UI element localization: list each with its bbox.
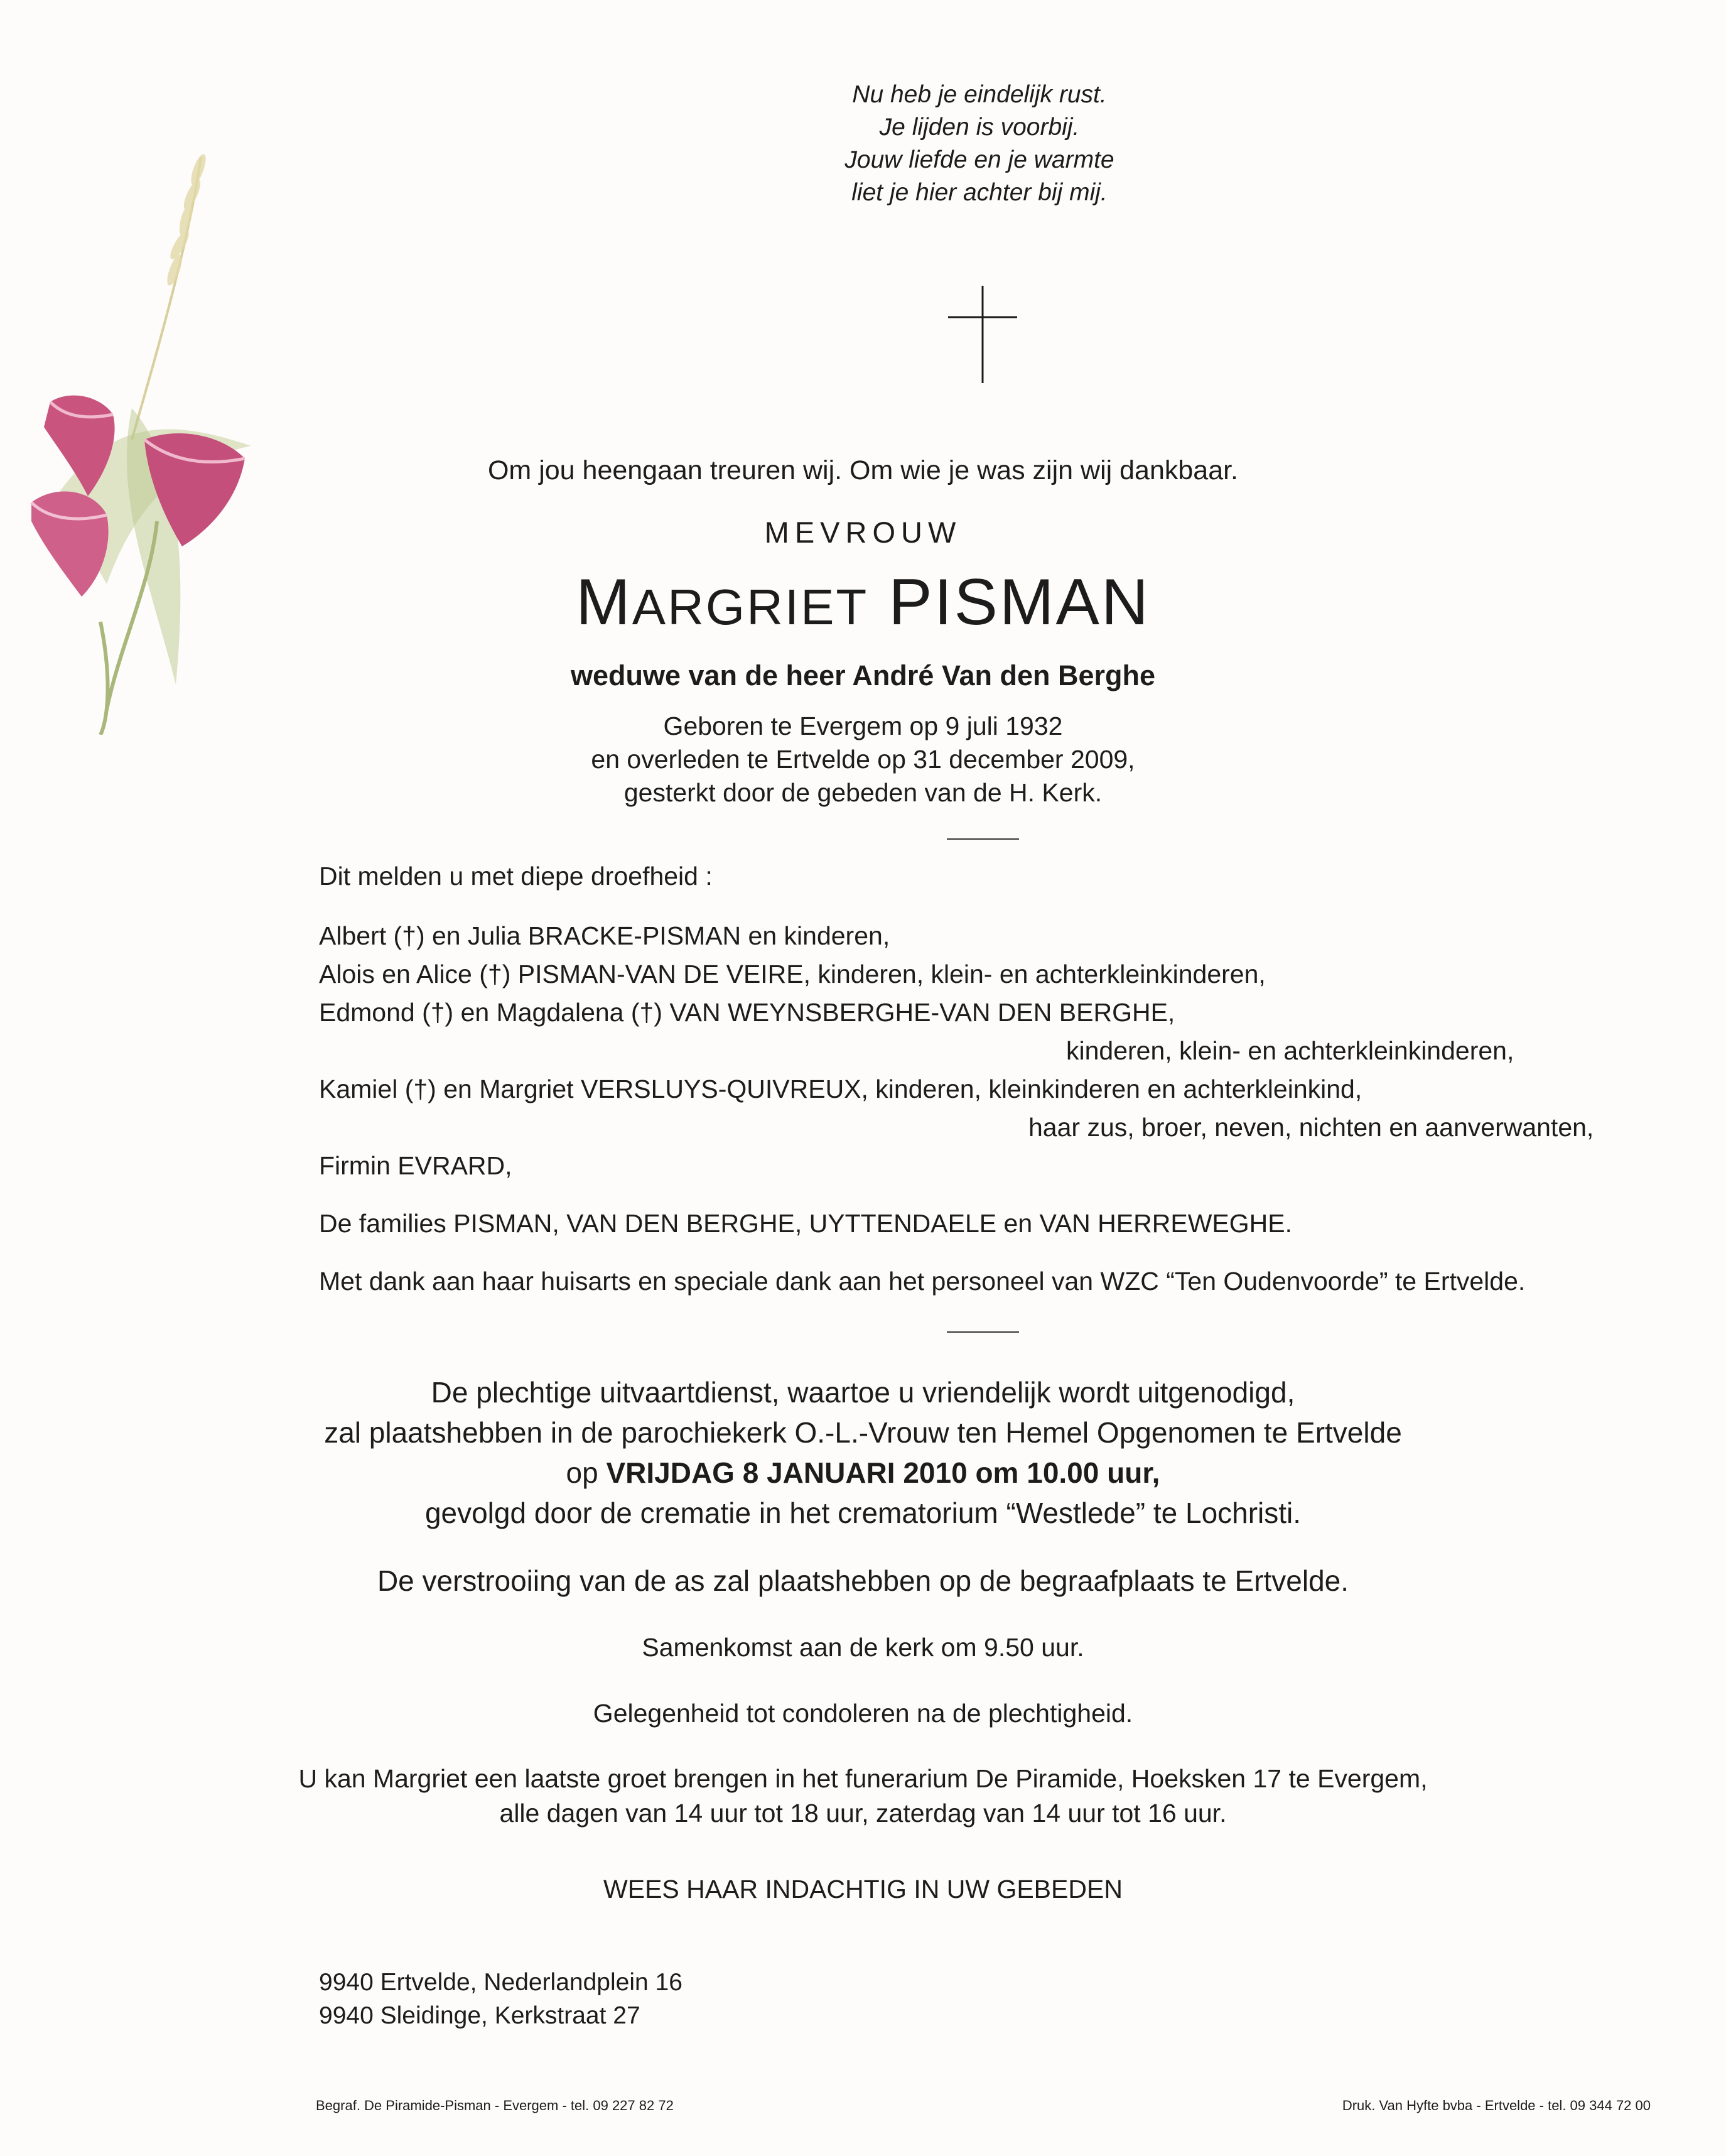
poem: [666, 79, 1293, 209]
last-name: PISMAN: [888, 566, 1150, 639]
funeral-date-line: [0, 1453, 1726, 1493]
visit-line: U kan Margriet een laatste groet brengen in het funerarium De Piramide, Hoeksken 17 te Evergem,: [298, 1764, 1428, 1793]
visit-line: alle dagen van 14 uur tot 18 uur, zaterdag van 14 uur tot 16 uur.: [499, 1799, 1227, 1828]
honorific: MEVROUW: [764, 516, 962, 549]
poem-line: liet je hier achter bij mij.: [851, 179, 1108, 206]
divider: [947, 1331, 1019, 1333]
thanks-line: Met dank aan haar huisarts en speciale dank aan het personeel van WZC “Ten Oudenvoorde” te Ertvelde.: [319, 1267, 1526, 1296]
families-line: De families PISMAN, VAN DEN BERGHE, UYTTENDAELE en VAN HERREWEGHE.: [319, 1209, 1292, 1238]
funeral-date: VRIJDAG 8 JANUARI 2010 om 10.00 uur,: [606, 1456, 1160, 1489]
poem-line: Je lijden is voorbij.: [879, 114, 1080, 141]
family-line: Edmond (†) en Magdalena (†) VAN WEYNSBERGHE-VAN DEN BERGHE,: [319, 998, 1175, 1027]
cross-icon: [948, 286, 1017, 383]
calla-lily-illustration: [13, 144, 270, 735]
intro-line: Om jou heengaan treuren wij. Om wie je was zijn wij dankbaar.: [487, 455, 1238, 485]
first-name: MARGRIET: [576, 566, 869, 639]
family-line: Kamiel (†) en Margriet VERSLUYS-QUIVREUX, kinderen, kleinkinderen en achterkleinkind,: [319, 1075, 1362, 1103]
deceased-name: [0, 565, 1726, 640]
visit-info: [0, 1762, 1726, 1831]
widow-of: weduwe van de heer André Van den Berghe: [570, 659, 1156, 691]
closing-line: WEES HAAR INDACHTIG IN UW GEBEDEN: [603, 1875, 1123, 1904]
funeral-details: [0, 1372, 1726, 1533]
family-line: Firmin EVRARD,: [319, 1151, 512, 1180]
address-line: 9940 Ertvelde, Nederlandplein 16: [319, 1969, 682, 1996]
announcement: Dit melden u met diepe droefheid :: [319, 862, 713, 891]
address-line: 9940 Sleidinge, Kerkstraat 27: [319, 2002, 640, 2029]
poem-line: Jouw liefde en je warmte: [844, 146, 1114, 173]
printer-credit: Druk. Van Hyfte bvba - Ertvelde - tel. 09 344 72 00: [1342, 2098, 1651, 2113]
undertaker-credit: Begraf. De Piramide-Pisman - Evergem - tel. 09 227 82 72: [316, 2098, 674, 2113]
family-line: kinderen, klein- en achterkleinkinderen,: [1066, 1036, 1514, 1065]
life-dates: [0, 710, 1726, 810]
funeral-line: zal plaatshebben in de parochiekerk O.-L.-Vrouw ten Hemel Opgenomen te Ertvelde: [324, 1416, 1402, 1449]
dates-line: gesterkt door de gebeden van de H. Kerk.: [623, 778, 1103, 807]
family-line: Alois en Alice (†) PISMAN-VAN DE VEIRE, kinderen, klein- en achterkleinkinderen,: [319, 960, 1266, 989]
family-line: Albert (†) en Julia BRACKE-PISMAN en kinderen,: [319, 921, 890, 950]
funeral-line: gevolgd door de crematie in het crematorium “Westlede” te Lochristi.: [424, 1497, 1302, 1529]
condolence-line: Gelegenheid tot condoleren na de plechtigheid.: [593, 1699, 1133, 1728]
dates-line: en overleden te Ertvelde op 31 december 2009,: [591, 745, 1135, 774]
addresses: [319, 1966, 682, 2032]
gathering-line: Samenkomst aan de kerk om 9.50 uur.: [642, 1633, 1084, 1662]
ashes-line: De verstrooiing van de as zal plaatshebben op de begraafplaats te Ertvelde.: [377, 1564, 1349, 1597]
funeral-line: De plechtige uitvaartdienst, waartoe u vriendelijk wordt uitgenodigd,: [431, 1376, 1295, 1409]
divider: [947, 838, 1019, 840]
family-line: haar zus, broer, neven, nichten en aanverwanten,: [1028, 1113, 1594, 1142]
family-list: [319, 917, 1669, 1185]
poem-line: Nu heb je eindelijk rust.: [852, 81, 1107, 108]
funeral-date-prefix: op: [566, 1456, 598, 1489]
dates-line: Geboren te Evergem op 9 juli 1932: [663, 712, 1063, 740]
